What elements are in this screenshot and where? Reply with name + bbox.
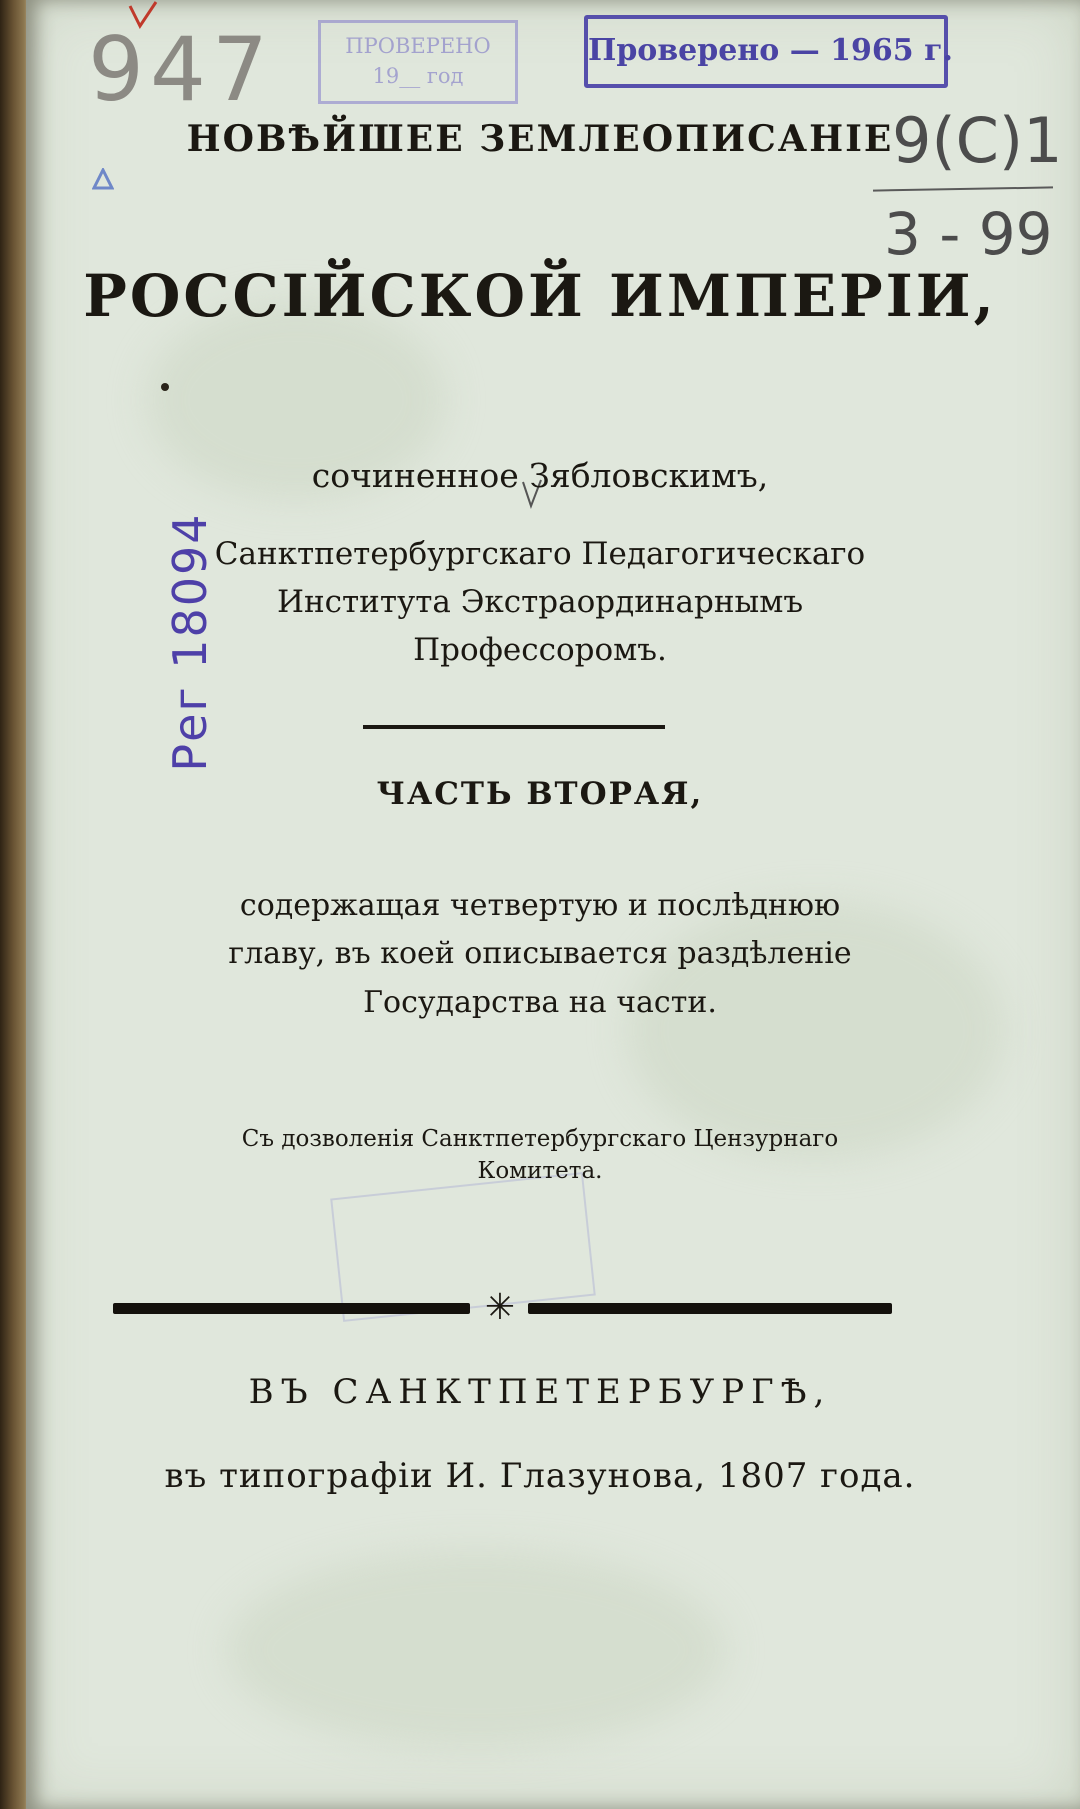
handwritten-call-number-top: 9(С)1 — [892, 104, 1063, 177]
faded-stamp-line-2: 19__ год — [372, 64, 464, 88]
part-description-line-2: главу, въ коей описывается раздѣленіе — [228, 936, 852, 971]
author-position-line-2: Института Экстраординарнымъ — [276, 584, 804, 620]
author-position-line-1: Санктпетербургскаго Педагогическаго — [214, 536, 866, 572]
author-position-line-3: Профессоромъ. — [413, 632, 667, 668]
ghost-stamp-impression — [330, 1172, 596, 1322]
faded-stamp-line-1: ПРОВЕРЕНО — [345, 34, 491, 58]
censorship-permission-line-2: Комитета. — [477, 1158, 603, 1184]
part-description-line-1: содержащая четвертую и послѣднюю — [239, 888, 841, 923]
asterism-ornament-icon: ✳ — [484, 1287, 516, 1328]
title-small: НОВѢЙШЕЕ ЗЕМЛЕОПИСАНІЕ — [186, 118, 894, 160]
imprint-printer-year: въ типографіи И. Глазунова, 1807 года. — [164, 1456, 916, 1496]
short-divider-rule — [363, 725, 665, 729]
part-title: ЧАСТЬ ВТОРАЯ, — [376, 776, 704, 812]
faded-verification-stamp — [318, 20, 518, 104]
author-line: сочиненное Зябловскимъ, — [311, 456, 769, 495]
title-large: РОССІЙСКОЙ ИМПЕРІИ, — [83, 262, 997, 330]
thick-rule-right — [528, 1303, 892, 1314]
imprint-place: ВЪ САНКТПЕТЕРБУРГѢ, — [248, 1372, 832, 1412]
ink-dot — [161, 383, 169, 391]
handwritten-shelf-mark: 947 — [88, 18, 274, 121]
thick-rule-left — [113, 1303, 470, 1314]
censorship-permission-line-1: Съ дозволенія Санктпетербургскаго Цензурнаго — [241, 1126, 839, 1152]
red-check-mark-icon — [128, 0, 158, 34]
blue-triangle-mark-icon — [92, 168, 114, 190]
handwritten-register-number: Рег 18094 — [163, 512, 217, 772]
handwritten-call-number-bottom: 3 - 99 — [884, 200, 1053, 268]
verification-stamp-1965: Проверено — 1965 г. — [584, 15, 948, 88]
part-description-line-3: Государства на части. — [363, 985, 717, 1020]
